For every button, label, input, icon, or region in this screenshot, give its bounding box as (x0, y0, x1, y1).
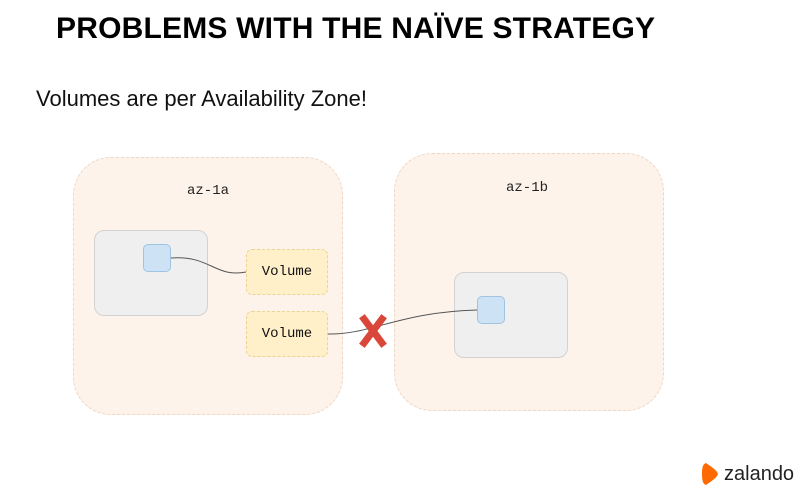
link-volume-2-pod-2 (328, 310, 477, 334)
zone-label-az-1b: az-1b (506, 180, 549, 196)
cross-icon (364, 319, 382, 343)
slide-title: PROBLEMS WITH THE NAÏVE STRATEGY (56, 12, 656, 45)
zalando-logo (702, 462, 794, 486)
volume-2: Volume (246, 311, 328, 357)
logo-text: zalando (724, 462, 795, 485)
zone-label-az-1a: az-1a (187, 183, 230, 199)
zalando-logo-icon (702, 462, 720, 486)
slide-subtitle: Volumes are per Availability Zone! (36, 86, 367, 111)
volume-1: Volume (246, 249, 328, 295)
link-pod-1-volume-1 (171, 258, 246, 273)
